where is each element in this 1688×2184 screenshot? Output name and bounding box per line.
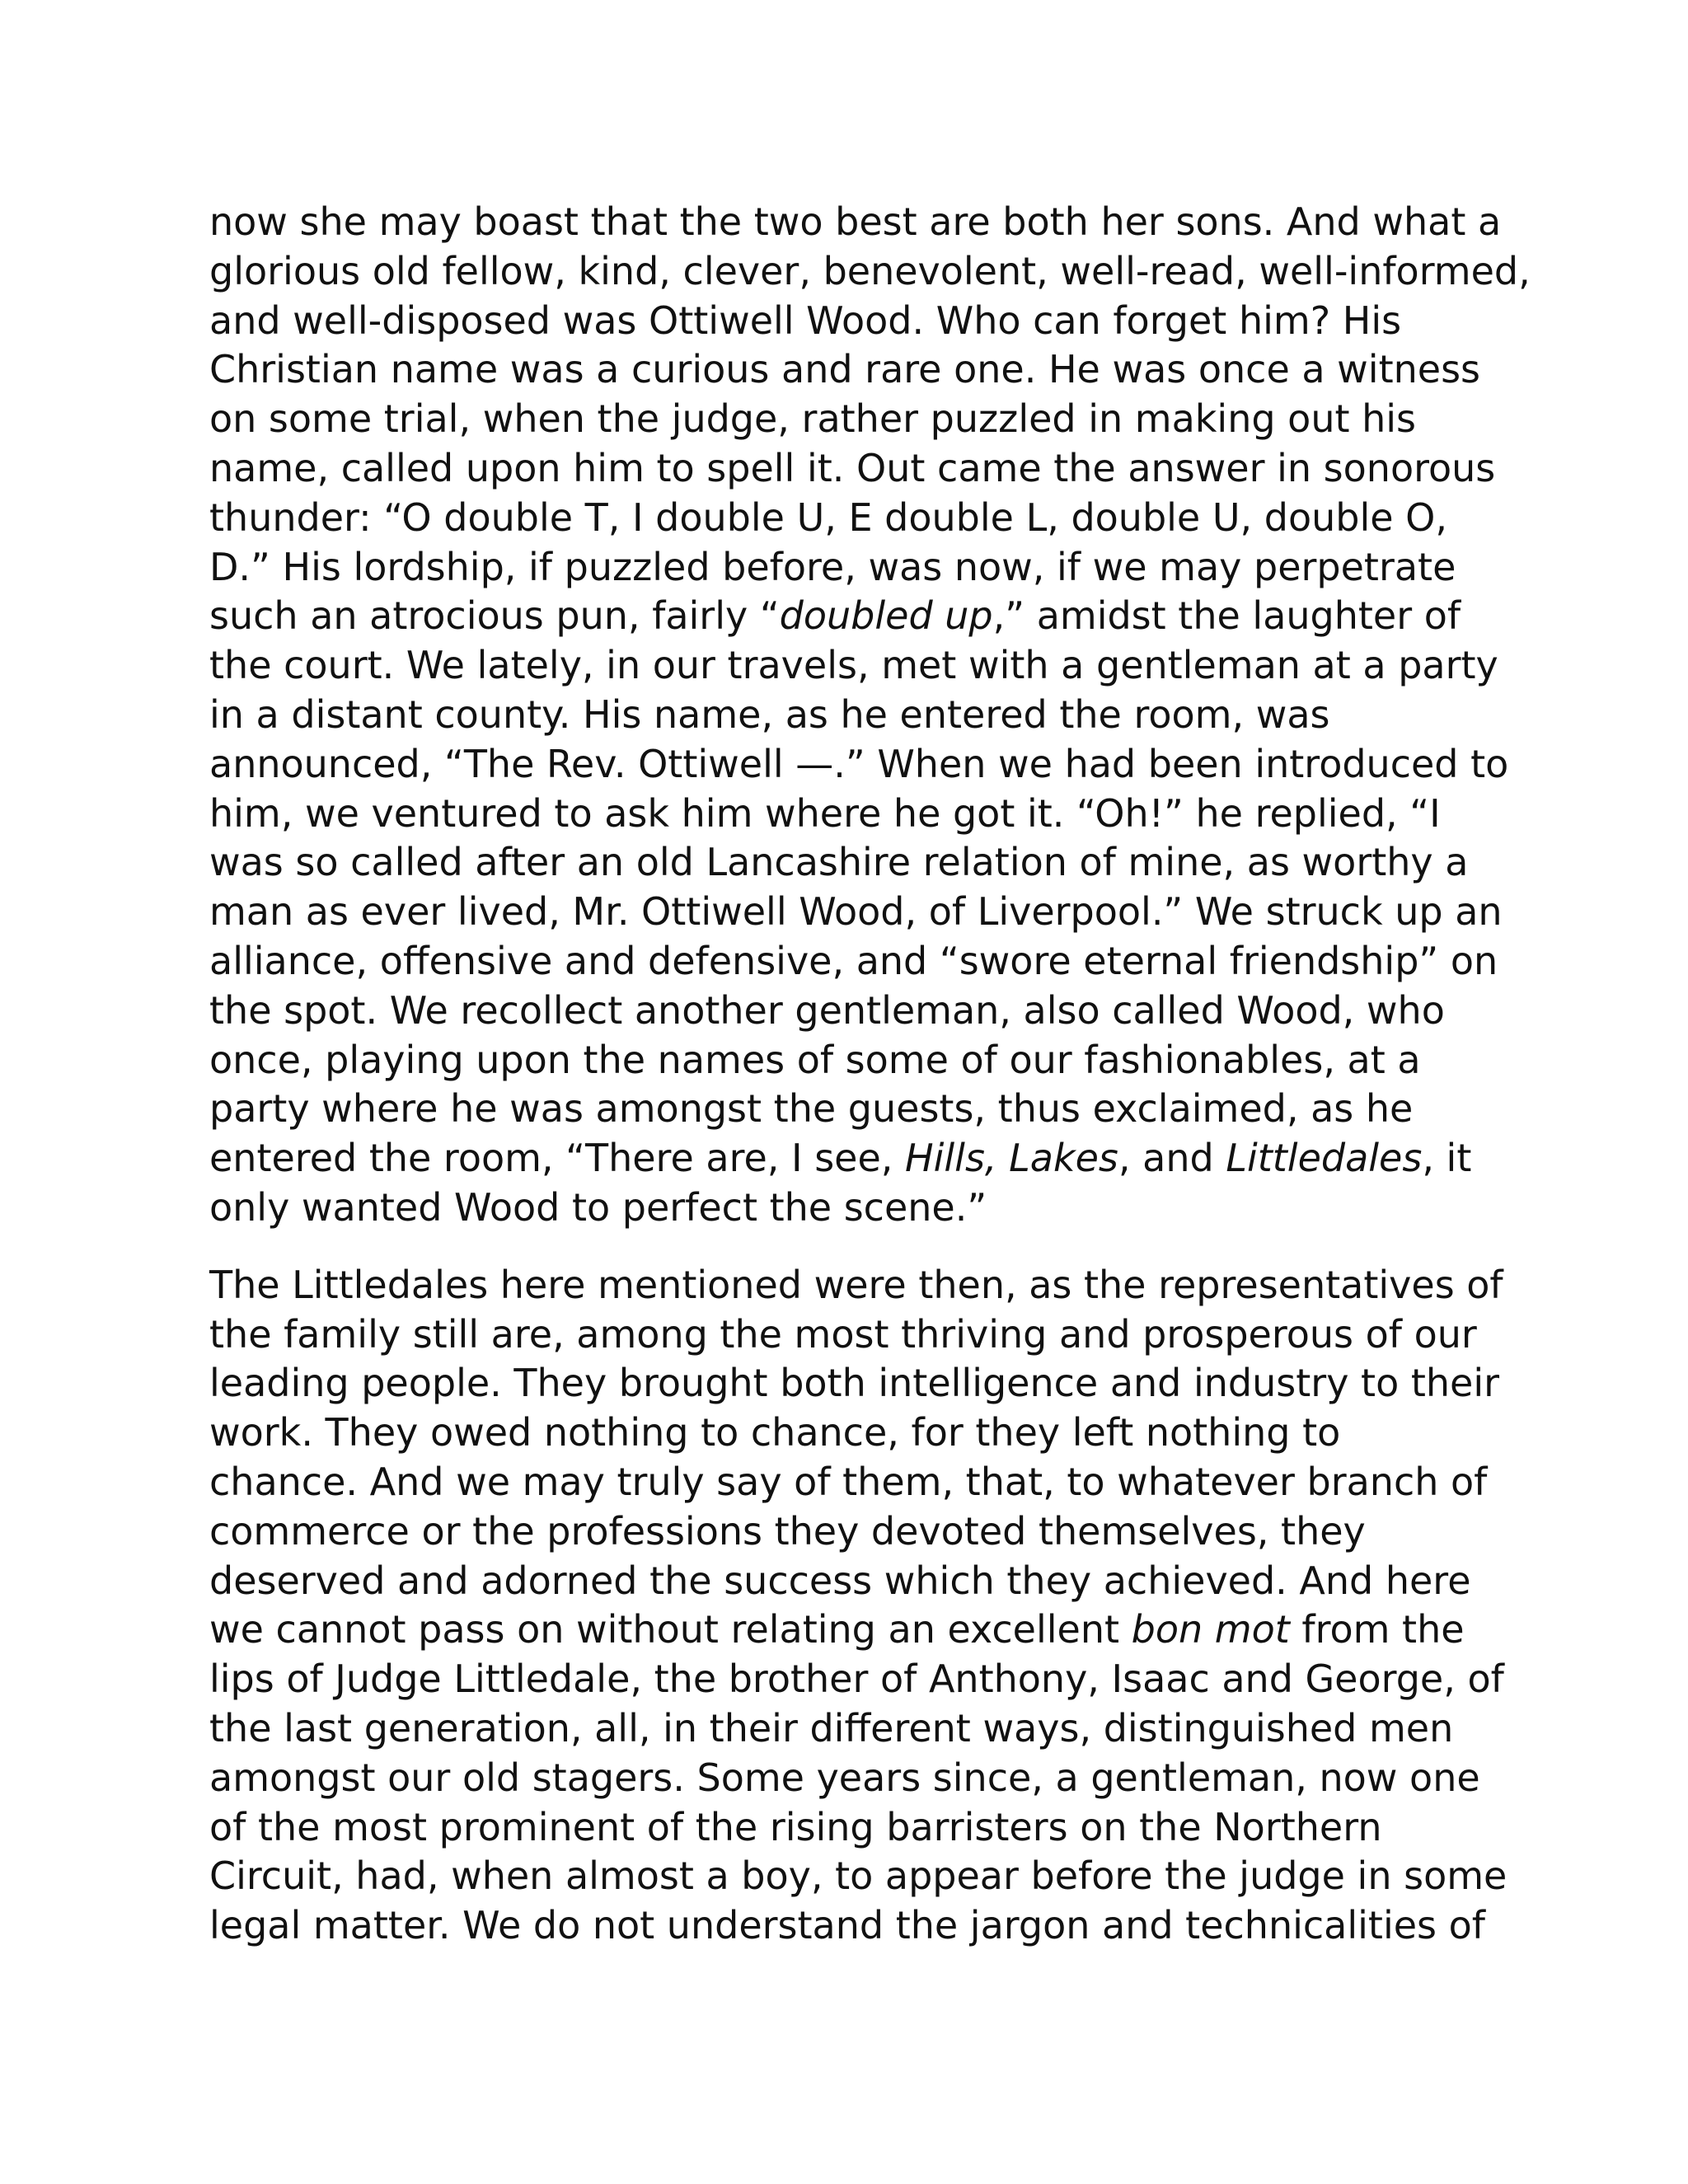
text-line: [209, 1359, 1500, 1408]
text-run: Christian name was a curious and rare one. He was once a witness: [209, 347, 1481, 392]
text-run: entered the room, “There are, I see,: [209, 1136, 906, 1181]
text-line: [209, 1803, 1495, 1853]
text-line: [209, 592, 1495, 641]
text-run: we cannot pass on without relating an excellent: [209, 1607, 1132, 1652]
text-run: the last generation, all, in their different ways, distinguished men: [209, 1705, 1454, 1750]
text-line: [209, 1085, 1495, 1134]
text-line: [209, 1507, 1495, 1557]
text-line: [209, 1458, 1495, 1507]
text-line: [209, 1183, 1495, 1233]
text-run: D.” His lordship, if puzzled before, was now, if we may perpetrate: [209, 544, 1456, 589]
text-run: chance. And we may truly say of them, that, to whatever branch of: [209, 1459, 1488, 1504]
text-run: The Littledales here mentioned were then, as the representatives of: [209, 1262, 1503, 1307]
text-run: from the: [1289, 1607, 1465, 1652]
paragraph: [209, 1261, 1507, 1951]
text-run: of the most prominent of the rising barristers on the Northern: [209, 1804, 1382, 1849]
text-line: [209, 444, 1495, 494]
text-run: lips of Judge Littledale, the brother of Anthony, Isaac and George, of: [209, 1657, 1504, 1702]
text-run: commerce or the professions they devoted themselves, they: [209, 1508, 1366, 1554]
text-run: alliance, offensive and defensive, and “swore eternal friendship” on: [209, 938, 1498, 983]
text-run: name, called upon him to spell it. Out came the answer in sonorous: [209, 445, 1496, 490]
text-line: [209, 691, 1495, 740]
text-run: deserved and adorned the success which they achieved. And here: [209, 1558, 1471, 1603]
text-run: now she may boast that the two best are both her sons. And what a: [209, 199, 1502, 244]
text-line: [209, 1134, 1495, 1183]
italic-text-run: doubled up: [779, 593, 993, 639]
text-run: was so called after an old Lancashire relation of mine, as worthy a: [209, 840, 1469, 885]
text-line: [209, 1655, 1504, 1704]
text-line: [209, 790, 1495, 839]
text-run: , it: [1422, 1136, 1472, 1181]
text-run: glorious old fellow, kind, clever, benevolent, well-read, well-informed,: [209, 248, 1531, 293]
text-run: amongst our old stagers. Some years since, a gentleman, now one: [209, 1755, 1480, 1800]
text-line: [209, 247, 1531, 297]
text-line: [209, 937, 1498, 987]
text-line: [209, 345, 1495, 395]
text-run: in a distant county. His name, as he entered the room, was: [209, 691, 1330, 737]
text-run: announced, “The Rev. Ottiwell —.” When we had been introduced to: [209, 741, 1509, 786]
text-line: [209, 888, 1503, 937]
text-run: him, we ventured to ask him where he got it. “Oh!” he replied, “I: [209, 790, 1441, 836]
italic-text-run: Hills, Lakes: [905, 1136, 1118, 1181]
text-line: [209, 1036, 1495, 1085]
text-run: on some trial, when the judge, rather puzzled in making out his: [209, 396, 1417, 442]
text-run: the family still are, among the most thriving and prosperous of our: [209, 1311, 1477, 1357]
text-run: Circuit, had, when almost a boy, to appear before the judge in some: [209, 1854, 1507, 1899]
text-run: the spot. We recollect another gentleman, also called Wood, who: [209, 987, 1445, 1033]
text-line: [209, 1704, 1495, 1754]
text-run: leading people. They brought both intelligence and industry to their: [209, 1361, 1500, 1406]
italic-text-run: Littledales: [1226, 1136, 1423, 1181]
text-line: [209, 1852, 1507, 1901]
text-run: thunder: “O double T, I double U, E double L, double U, double O,: [209, 494, 1447, 540]
italic-text-run: bon mot: [1131, 1607, 1290, 1652]
text-run: party where he was amongst the guests, thus exclaimed, as he: [209, 1086, 1414, 1132]
text-run: legal matter. We do not understand the jargon and technicalities of: [209, 1903, 1485, 1948]
document-page: [209, 198, 1531, 1951]
text-run: work. They owed nothing to chance, for they left nothing to: [209, 1410, 1341, 1455]
text-run: such an atrocious pun, fairly “: [209, 593, 780, 639]
text-line: [209, 1557, 1495, 1606]
text-line: [209, 1310, 1495, 1360]
text-line: [209, 838, 1495, 888]
text-line: [209, 641, 1498, 691]
paragraph: [209, 198, 1531, 1233]
text-run: only wanted Wood to perfect the scene.”: [209, 1184, 987, 1230]
text-line: [209, 1901, 1495, 1951]
text-line: [209, 1605, 1495, 1655]
text-line: [209, 543, 1495, 593]
text-line: [209, 494, 1495, 543]
text-line: [209, 297, 1495, 346]
text-line: [209, 987, 1495, 1036]
text-line: [209, 1261, 1503, 1310]
text-line: [209, 198, 1502, 247]
text-run: the court. We lately, in our travels, met with a gentleman at a party: [209, 643, 1498, 688]
text-run: man as ever lived, Mr. Ottiwell Wood, of Liverpool.” We struck up an: [209, 889, 1503, 935]
text-run: ,” amidst the laughter of: [992, 593, 1461, 639]
text-run: , and: [1118, 1136, 1226, 1181]
text-run: once, playing upon the names of some of our fashionables, at a: [209, 1037, 1421, 1082]
text-line: [209, 1754, 1495, 1803]
text-line: [209, 1408, 1495, 1458]
text-line: [209, 740, 1509, 790]
text-line: [209, 395, 1495, 444]
text-run: and well-disposed was Ottiwell Wood. Who can forget him? His: [209, 298, 1402, 343]
paragraph-gap: [209, 1233, 1495, 1261]
